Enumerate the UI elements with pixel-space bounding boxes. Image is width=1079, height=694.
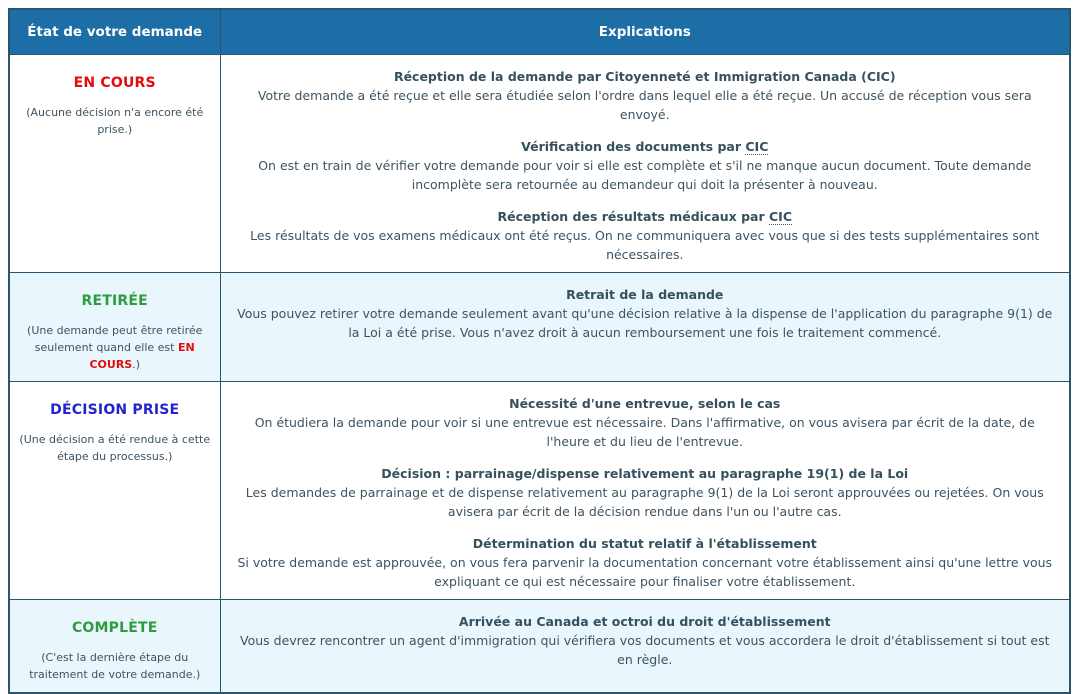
en-cours-highlight: EN COURS [89,340,195,371]
cic-abbreviation: CIC [745,138,769,154]
section-heading: Vérification des documents par CIC [521,138,769,154]
explanations-cell [220,599,1070,693]
explanation-section [235,534,1056,591]
status-note: (C'est la dernière étape du traitement de votre demande.) [29,650,201,681]
status-cell-en-cours [9,54,220,272]
status-label: DÉCISION PRISE [50,401,180,418]
explanation-section [235,394,1056,451]
section-body: On étudiera la demande pour voir si une entrevue est nécessaire. Dans l'affirmative, on vous avisera par écrit de la date, de l'heure et du lieu de l'entrevue. [254,414,1035,449]
status-note: (Aucune décision n'a encore été prise.) [26,105,204,136]
status-cell-retiree [9,272,220,381]
header-explanations-column: Explications [220,9,1070,54]
section-heading: Retrait de la demande [566,286,724,302]
section-body: Votre demande a été reçue et elle sera étudiée selon l'ordre dans lequel elle a été reçue. Un accusé de réception vous sera envoyé. [257,87,1032,122]
table-row [9,599,1070,693]
explanation-section [235,285,1056,342]
table-row [9,272,1070,381]
section-heading: Arrivée au Canada et octroi du droit d'établissement [458,613,831,629]
header-status-column: État de votre demande [9,9,220,54]
status-label: COMPLÈTE [71,619,158,636]
explanations-cell [220,54,1070,272]
section-body: Les demandes de parrainage et de dispense relativement au paragraphe 9(1) de la Loi seront approuvées ou rejetées. On vous avisera par écrit de la décision rendue dans l'un ou l'autre cas. [245,484,1044,519]
status-label: EN COURS [73,74,156,91]
application-status-table [8,8,1071,694]
explanations-cell [220,381,1070,599]
status-label: RETIRÉE [81,292,148,309]
table-header [9,9,1070,54]
section-heading: Réception des résultats médicaux par CIC [497,208,792,224]
status-cell-complete [9,599,220,693]
section-body: Vous pouvez retirer votre demande seulement avant qu'une décision relative à la dispense de l'application du paragraphe 9(1) de la Loi a été prise. Vous n'avez droit à aucun remboursement une fois le traitement commencé. [237,305,1053,340]
section-heading: Nécessité d'une entrevue, selon le cas [509,395,781,411]
section-body: On est en train de vérifier votre demande pour voir si elle est complète et s'il ne manque aucun document. Toute demande incomplète sera retournée au demandeur qui doit la présenter à nouveau. [258,157,1032,192]
table-row [9,54,1070,272]
section-body: Les résultats de vos examens médicaux ont été reçus. On ne communiquera avec vous que si des tests supplémentaires sont nécessaires. [250,227,1040,262]
explanation-section [235,67,1056,124]
explanations-cell [220,272,1070,381]
status-note: (Une décision a été rendue à cette étape du processus.) [19,432,211,463]
explanation-section [235,207,1056,264]
explanation-section [235,137,1056,194]
section-body: Vous devrez rencontrer un agent d'immigration qui vérifiera vos documents et vous accordera le droit d'établissement si tout est en règle. [240,632,1050,667]
status-cell-decision-prise [9,381,220,599]
explanation-section [235,464,1056,521]
section-heading: Réception de la demande par Citoyenneté et Immigration Canada (CIC) [393,68,896,84]
section-body: Si votre demande est approuvée, on vous fera parvenir la documentation concernant votre établissement ainsi qu'une lettre vous expliquant ce qui est nécessaire pour finaliser votre établissement. [237,554,1053,589]
status-note: (Une demande peut être retirée seulement quand elle est EN COURS.) [27,323,203,371]
section-heading: Détermination du statut relatif à l'établissement [472,535,817,551]
section-heading: Décision : parrainage/dispense relativement au paragraphe 19(1) de la Loi [381,465,909,481]
cic-abbreviation: CIC [769,208,792,224]
table-row [9,381,1070,599]
